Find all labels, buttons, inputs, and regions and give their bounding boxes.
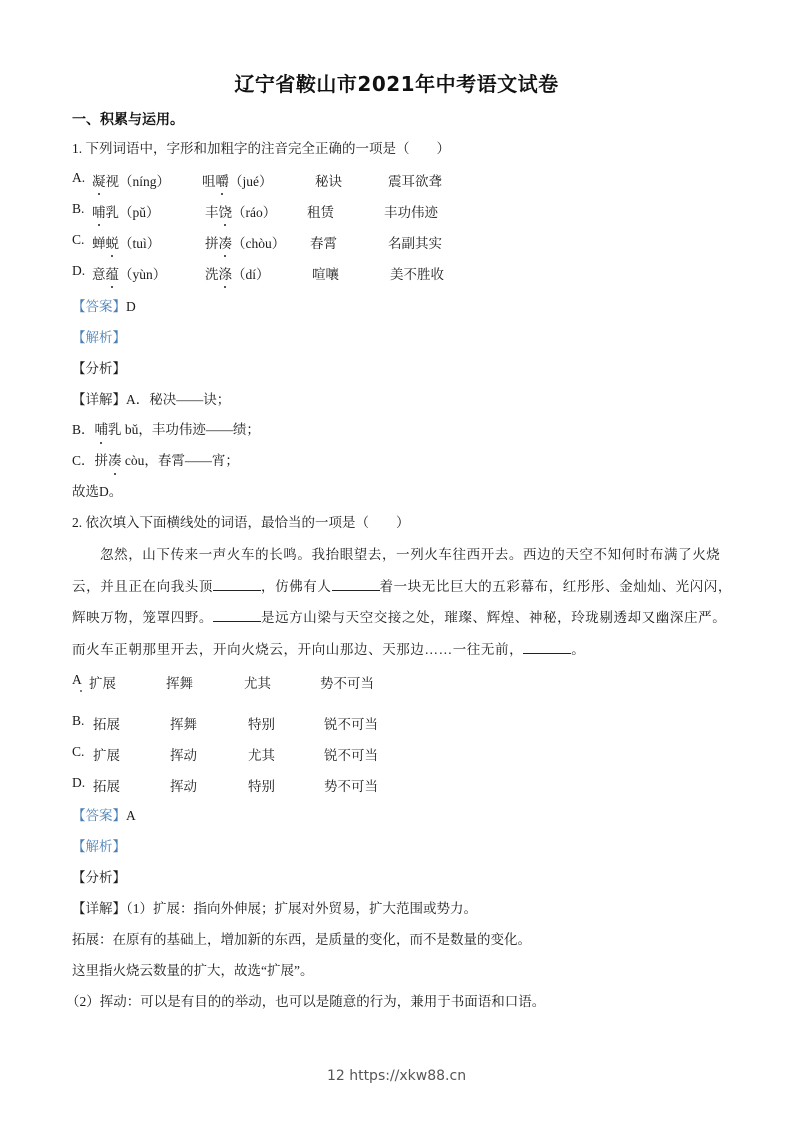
q2-detail-line-3: 这里指火烧云数量的扩大，故选“扩展”。 xyxy=(72,963,314,978)
option-item xyxy=(92,263,166,283)
q1-detail-line-a xyxy=(72,391,230,409)
option-item: 势不可当 xyxy=(324,779,378,794)
item-text: 咀 xyxy=(202,174,216,189)
passage-text: 。 xyxy=(571,642,586,657)
section-heading: 一、积累与运用。 xyxy=(72,112,184,128)
item-text: 意 xyxy=(92,267,106,282)
emphasized-char: 凝 xyxy=(92,170,106,190)
q1-fenxi-label: 【分析】 xyxy=(72,361,126,376)
option-item xyxy=(205,232,285,252)
option-item xyxy=(92,201,160,221)
item-text: 拼 xyxy=(205,236,219,251)
q2-answer xyxy=(72,807,136,825)
stray-dot-mark xyxy=(80,690,82,692)
option-item: 挥动 xyxy=(170,779,197,794)
passage-line-1: 忽然，山下传来一声火车的长鸣。我抬眼望去，一列火车往西开去。西边的天空不知何时布满了火烧 xyxy=(100,547,721,562)
item-text: 蝉 xyxy=(92,236,106,251)
question-1-stem: 1. 下列词语中，字形和加粗字的注音完全正确的一项是（ ） xyxy=(72,141,450,156)
item-text: （dí） xyxy=(232,267,270,282)
option-item xyxy=(92,232,160,252)
answer-value: D xyxy=(126,299,136,314)
option-item: 特别 xyxy=(248,779,275,794)
option-item: 春霄 xyxy=(310,236,337,251)
item-text: 视（níng） xyxy=(105,174,171,189)
passage-line-2 xyxy=(72,577,732,596)
passage-text: 云，并且正在向我头顶 xyxy=(72,579,213,594)
option-item: 挥动 xyxy=(170,748,197,763)
fill-blank-3 xyxy=(213,608,261,622)
option-item: 租赁 xyxy=(307,205,334,220)
answer-label: 【答案】 xyxy=(72,808,126,823)
option-item: 喧嚷 xyxy=(312,267,339,282)
detail-text: C．拼 xyxy=(72,453,109,468)
option-letter: C. xyxy=(72,744,85,759)
passage-text: ，仿佛有人 xyxy=(261,579,332,594)
q1-conclusion: 故选D。 xyxy=(72,484,123,499)
passage-text: 着一块无比巨大的五彩幕布，红彤彤、金灿灿、光闪闪， xyxy=(379,579,732,594)
q2-detail-line-4: （2）挥动：可以是有目的的举动，也可以是随意的行为，兼用于书面语和口语。 xyxy=(66,994,546,1009)
option-item xyxy=(202,170,273,190)
passage-text: 而火车正朝那里开去，开向火烧云，开向山那边、天那边……一往无前， xyxy=(72,642,524,657)
fill-blank-2 xyxy=(332,577,380,591)
option-item: 势不可当 xyxy=(320,676,374,691)
option-item: 扩展 xyxy=(93,748,120,763)
option-item xyxy=(92,170,170,190)
option-letter: A. xyxy=(72,170,86,185)
item-text: （yùn） xyxy=(119,267,167,282)
q1-answer xyxy=(72,298,136,316)
emphasized-char: 哺 xyxy=(92,201,106,221)
option-item: 尤其 xyxy=(244,676,271,691)
option-item: 拓展 xyxy=(93,717,120,732)
emphasized-char: 凑 xyxy=(219,232,233,252)
question-2-stem: 2. 依次填入下面横线处的词语，最恰当的一项是（ ） xyxy=(72,515,410,530)
emphasized-char: 哺 xyxy=(94,422,109,437)
answer-value: A xyxy=(126,808,136,823)
answer-label: 【答案】 xyxy=(72,299,126,314)
q1-jiexi-label: 【解析】 xyxy=(72,330,126,345)
option-item: 震耳欲聋 xyxy=(388,174,442,189)
page-footer: 12 https://xkw88.cn xyxy=(326,1068,467,1084)
fill-blank-1 xyxy=(213,577,261,591)
q2-detail-line-2: 拓展：在原有的基础上，增加新的东西，是质量的变化，而不是数量的变化。 xyxy=(72,932,531,947)
emphasized-char: 蜕 xyxy=(106,232,120,252)
page-title: 辽宁省鞍山市2021年中考语文试卷 xyxy=(234,72,559,96)
item-text: 乳（pǔ） xyxy=(105,205,160,220)
detail-text: 乳 bǔ，丰功伟迹——绩； xyxy=(108,422,260,437)
passage-text: 是远方山梁与天空交接之处，璀璨、辉煌、神秘，玲珑剔透却又幽深庄严。 xyxy=(261,610,727,625)
item-text: （chòu） xyxy=(232,236,286,251)
passage-line-4 xyxy=(72,640,585,659)
detail-text: còu，春霄——宵； xyxy=(121,453,239,468)
option-item: 扩展 xyxy=(89,676,116,691)
item-text: 丰 xyxy=(205,205,219,220)
q1-detail-line-c xyxy=(72,452,239,470)
passage-line-3 xyxy=(72,608,726,627)
emphasized-char: 蕴 xyxy=(106,263,120,283)
option-letter: C. xyxy=(72,232,85,247)
item-text: （ráo） xyxy=(232,205,277,220)
option-item: 挥舞 xyxy=(170,717,197,732)
option-item xyxy=(205,263,270,283)
option-item: 挥舞 xyxy=(166,676,193,691)
emphasized-char: 涤 xyxy=(219,263,233,283)
option-item: 特别 xyxy=(248,717,275,732)
option-item: 美不胜收 xyxy=(390,267,444,282)
option-item: 锐不可当 xyxy=(324,717,378,732)
option-item: 拓展 xyxy=(93,779,120,794)
q2-jiexi-label: 【解析】 xyxy=(72,839,126,854)
item-text: （tuì） xyxy=(119,236,161,251)
option-letter: D. xyxy=(72,263,86,278)
option-item: 尤其 xyxy=(248,748,275,763)
option-letter: A xyxy=(72,672,82,687)
q2-detail-line-1 xyxy=(72,900,477,918)
option-letter: B. xyxy=(72,713,85,728)
option-item: 锐不可当 xyxy=(324,748,378,763)
option-item: 丰功伟迹 xyxy=(384,205,438,220)
emphasized-char: 凑 xyxy=(108,453,122,468)
detail-label: 【详解】 xyxy=(72,901,126,916)
option-item: 名副其实 xyxy=(388,236,442,251)
q2-fenxi-label: 【分析】 xyxy=(72,870,126,885)
item-text: （jué） xyxy=(229,174,273,189)
detail-text: B． xyxy=(72,422,95,437)
option-item xyxy=(205,201,276,221)
option-letter: D. xyxy=(72,775,86,790)
item-text: 洗 xyxy=(205,267,219,282)
q1-detail-line-b xyxy=(72,421,260,439)
option-item: 秘诀 xyxy=(315,174,342,189)
fill-blank-4 xyxy=(523,640,571,654)
detail-label: 【详解】 xyxy=(72,392,126,407)
emphasized-char: 嚼 xyxy=(216,170,230,190)
detail-text: A．秘决——诀； xyxy=(126,392,231,407)
detail-text: （1）扩展：指向外伸展；扩展对外贸易，扩大范围或势力。 xyxy=(126,901,477,916)
emphasized-char: 饶 xyxy=(219,201,233,221)
passage-text: 辉映万物，笼罩四野。 xyxy=(72,610,213,625)
option-letter: B. xyxy=(72,201,85,216)
